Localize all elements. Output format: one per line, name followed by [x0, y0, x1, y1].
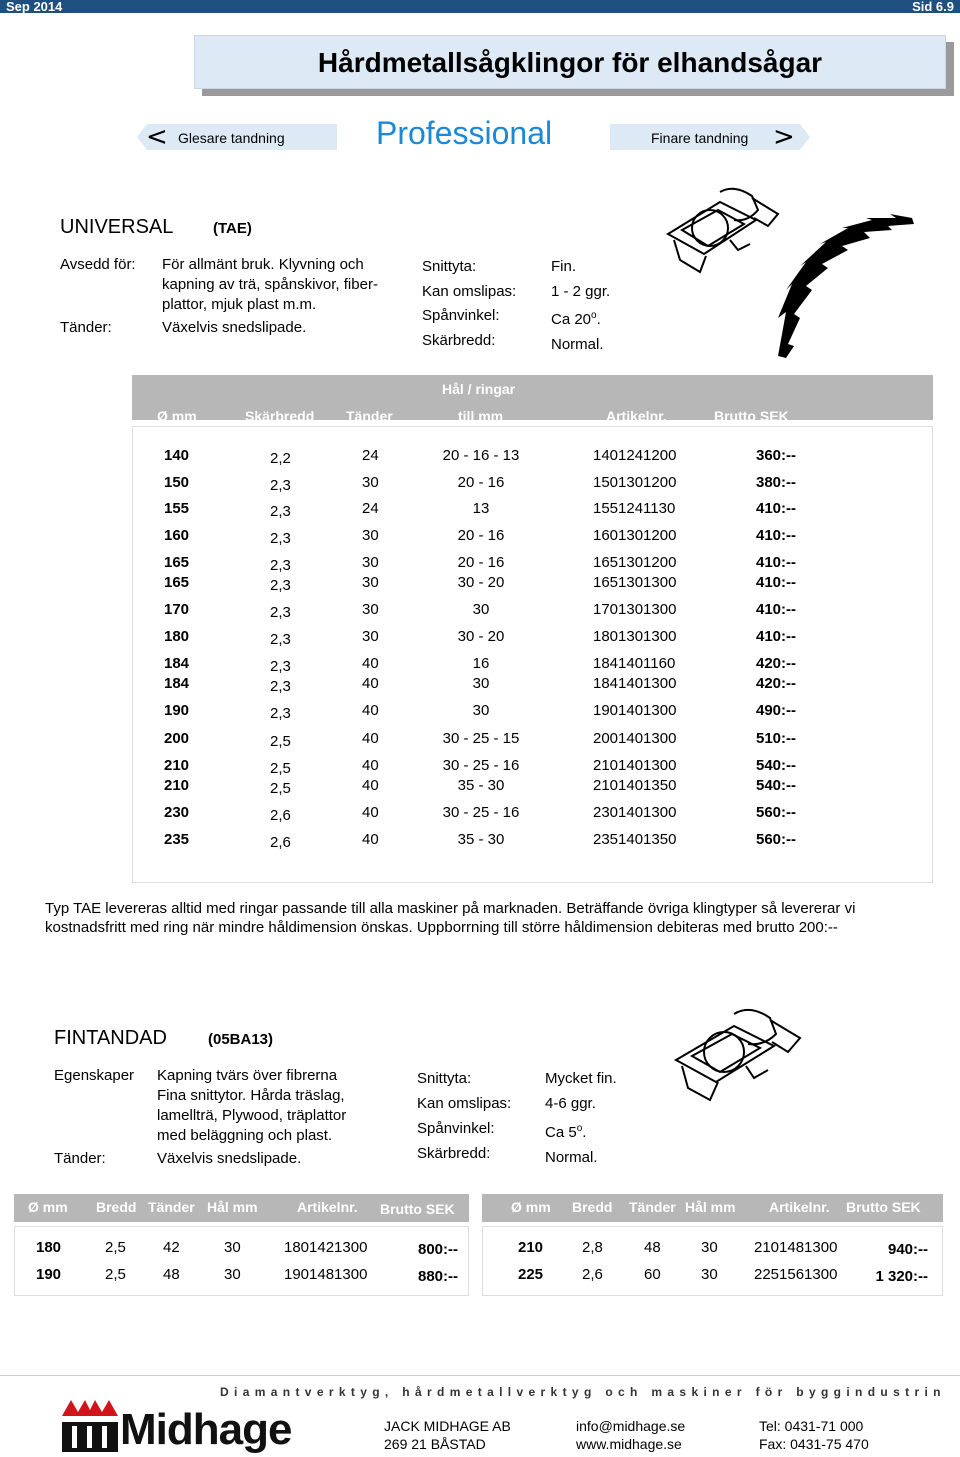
- small-col-diameter: Ø mm: [28, 1199, 68, 1215]
- small-bore-cell: 30: [224, 1266, 241, 1283]
- spec-value: 1 - 2 ggr.: [551, 282, 611, 300]
- phone-number: Tel: 0431-71 000: [759, 1418, 864, 1434]
- teeth-cell: 30: [362, 527, 379, 544]
- spec-label: Skärbredd:: [422, 331, 496, 349]
- diameter-cell: 210: [164, 777, 190, 794]
- small-article-cell: 2101481300: [754, 1239, 838, 1256]
- property-line: Kapning tvärs över fibrerna: [157, 1067, 338, 1084]
- midhage-logo-icon: [62, 1400, 118, 1452]
- bore-cell: 30 - 25 - 16: [442, 757, 520, 774]
- col-bore-line2: till mm: [458, 408, 504, 424]
- small-price-cell: 940:--: [887, 1241, 928, 1258]
- saw-blade-teeth-icon: [778, 214, 914, 358]
- small-col-teeth: Tänder: [629, 1199, 676, 1215]
- properties-label: Egenskaper: [54, 1067, 135, 1084]
- fin-spec-labels: [417, 1066, 511, 1166]
- kerf-cell: 2,6: [270, 834, 291, 851]
- diameter-cell: 184: [164, 675, 190, 692]
- diameter-cell: 200: [164, 730, 190, 747]
- small-col-bore: Hål mm: [207, 1199, 258, 1215]
- kerf-cell: 2,3: [270, 530, 291, 547]
- fintandad-title: FINTANDAD: [54, 1027, 167, 1049]
- price-cell: 410:--: [756, 628, 797, 645]
- price-cell: 540:--: [756, 757, 797, 774]
- footer-phone: [759, 1417, 869, 1453]
- article-cell: 1401241200: [593, 447, 677, 464]
- bore-cell: 30 - 25 - 15: [442, 730, 520, 747]
- price-cell: 410:--: [756, 500, 797, 517]
- small-article-cell: 1801421300: [284, 1239, 368, 1256]
- small-col-price: Brutto SEK: [846, 1199, 921, 1215]
- small-teeth-cell: 48: [644, 1239, 661, 1256]
- kerf-cell: 2,2: [270, 450, 291, 467]
- bore-cell: 20 - 16 - 13: [442, 447, 520, 464]
- small-col-bore: Hål mm: [685, 1199, 736, 1215]
- diameter-cell: 184: [164, 655, 190, 672]
- small-teeth-cell: 48: [163, 1266, 180, 1283]
- col-diameter: Ø mm: [157, 408, 197, 424]
- article-cell: 1841401160: [593, 655, 676, 672]
- col-price: Brutto SEK: [714, 408, 789, 424]
- small-width-cell: 2,6: [582, 1266, 603, 1283]
- footer-tagline: Diamantverktyg, hårdmetallverktyg och maskiner för byggindustrin: [220, 1385, 946, 1399]
- teeth-cell: 40: [362, 757, 379, 774]
- teeth-cell: 40: [362, 702, 379, 719]
- price-cell: 420:--: [756, 675, 797, 692]
- small-width-cell: 2,8: [582, 1239, 603, 1256]
- price-cell: 380:--: [756, 474, 797, 491]
- property-line: Fina snittytor. Hårda träslag,: [157, 1087, 345, 1104]
- fintandad-code: (05BA13): [208, 1031, 274, 1048]
- bore-cell: 13: [472, 500, 490, 517]
- small-price-cell: 800:--: [418, 1241, 459, 1258]
- ring-note: Typ TAE levereras alltid med ringar passande till alla maskiner på marknaden. Beträffande övriga klingtyper så levererar vi kostnadsfritt med ring när mindre håldimension önskas. Uppborrning till större håldimension debiteras med brutto 200:--: [45, 900, 856, 936]
- diameter-cell: 190: [164, 702, 190, 719]
- kerf-cell: 2,3: [270, 705, 291, 722]
- small-col-teeth: Tänder: [148, 1199, 195, 1215]
- use-line: plattor, mjuk plast m.m.: [162, 296, 317, 313]
- use-text: [162, 255, 378, 315]
- teeth-cell: 30: [362, 601, 379, 618]
- small-diameter-cell: 180: [36, 1239, 62, 1256]
- spec-label: Spånvinkel:: [422, 307, 500, 324]
- article-cell: 1501301200: [593, 474, 677, 491]
- chevron-right-icon: >: [773, 122, 795, 152]
- bore-cell: 35 - 30: [457, 831, 505, 848]
- use-line: För allmänt bruk. Klyvning och: [162, 256, 364, 273]
- midhage-logo-text: Midhage: [120, 1405, 292, 1454]
- col-bore-line1: Hål / ringar: [442, 381, 516, 397]
- small-col-price: Brutto SEK: [380, 1201, 455, 1217]
- diameter-cell: 155: [164, 500, 190, 517]
- diameter-cell: 235: [164, 831, 190, 848]
- bore-cell: 35 - 30: [457, 777, 505, 794]
- spec-value: Fin.: [551, 258, 577, 275]
- kerf-cell: 2,3: [270, 503, 291, 520]
- small-diameter-cell: 190: [36, 1266, 62, 1283]
- price-cell: 540:--: [756, 777, 797, 794]
- article-cell: 2101401300: [593, 757, 677, 774]
- teeth-cell: 40: [362, 777, 379, 794]
- teeth-cell: 40: [362, 675, 379, 692]
- fin-spec-values: [545, 1066, 617, 1170]
- top-bar: [0, 0, 960, 13]
- spec-value: Normal.: [551, 335, 604, 353]
- bore-cell: 16: [472, 655, 490, 672]
- bore-cell: 30: [472, 702, 490, 719]
- property-line: lamellträ, Plywood, träplattor: [157, 1107, 347, 1124]
- diameter-cell: 210: [164, 757, 190, 774]
- diameter-cell: 150: [164, 474, 190, 491]
- kerf-cell: 2,5: [270, 780, 291, 797]
- article-cell: 2101401350: [593, 777, 677, 794]
- article-cell: 1701301300: [593, 601, 677, 618]
- bore-cell: 20 - 16: [457, 554, 505, 571]
- spec-value: Ca 20$^o$.: [551, 310, 601, 328]
- price-cell: 490:--: [756, 702, 797, 719]
- teeth-cell: 24: [362, 447, 379, 464]
- diameter-cell: 160: [164, 527, 190, 544]
- professional-heading: Professional: [376, 115, 553, 151]
- teeth-cell: 40: [362, 804, 379, 821]
- company-address: 269 21 BÅSTAD: [384, 1436, 486, 1452]
- diameter-cell: 180: [164, 628, 190, 645]
- universal-code: (TAE): [213, 220, 252, 237]
- spec-label: Kan omslipas:: [417, 1095, 512, 1112]
- small-price-cell: 880:--: [418, 1268, 459, 1285]
- company-name: JACK MIDHAGE AB: [384, 1418, 511, 1434]
- teeth-cell: 24: [362, 500, 379, 517]
- small-col-width: Bredd: [96, 1199, 137, 1215]
- teeth-cell: 30: [362, 574, 379, 591]
- spec-values: [551, 255, 610, 357]
- kerf-cell: 2,3: [270, 477, 291, 494]
- teeth-cell: 40: [362, 730, 379, 747]
- fin-teeth-value: Växelvis snedslipade.: [157, 1150, 302, 1167]
- small-diameter-cell: 210: [518, 1239, 544, 1256]
- article-cell: 2001401300: [593, 730, 677, 747]
- kerf-cell: 2,3: [270, 604, 291, 621]
- spec-value: Normal.: [545, 1149, 598, 1166]
- circular-saw-icon: [660, 180, 920, 360]
- footer-divider: [0, 1375, 960, 1376]
- coarser-teeth-label: Glesare tandning: [178, 130, 285, 146]
- spec-labels: [422, 255, 516, 353]
- kerf-cell: 2,5: [270, 760, 291, 777]
- small-article-cell: 1901481300: [284, 1266, 368, 1283]
- spec-label: Snittyta:: [422, 258, 477, 275]
- article-cell: 1801301300: [593, 628, 677, 645]
- diameter-cell: 165: [164, 574, 190, 591]
- finer-teeth-label: Finare tandning: [651, 130, 749, 146]
- teeth-cell: 30: [362, 554, 379, 571]
- price-cell: 560:--: [756, 804, 797, 821]
- bore-cell: 30 - 20: [457, 628, 505, 645]
- small-col-width: Bredd: [572, 1199, 613, 1215]
- teeth-value: Växelvis snedslipade.: [162, 319, 307, 336]
- spec-label: Spånvinkel:: [417, 1120, 495, 1137]
- chevron-left-icon: <: [146, 122, 168, 152]
- spec-value: Ca 5$^o$.: [545, 1123, 587, 1141]
- small-teeth-cell: 60: [644, 1266, 661, 1283]
- footer-contact: [576, 1417, 685, 1453]
- small-bore-cell: 30: [701, 1239, 718, 1256]
- bore-cell: 30 - 20: [457, 574, 505, 591]
- small-width-cell: 2,5: [105, 1239, 126, 1256]
- kerf-cell: 2,3: [270, 577, 291, 594]
- small-col-diameter: Ø mm: [511, 1199, 551, 1215]
- small-col-article: Artikelnr.: [297, 1199, 358, 1215]
- bore-cell: 20 - 16: [457, 527, 505, 544]
- small-article-cell: 2251561300: [754, 1266, 838, 1283]
- properties-text: [157, 1066, 346, 1146]
- small-price-cell: 1 320:--: [875, 1268, 928, 1285]
- small-table-2-body: [482, 1226, 943, 1296]
- article-cell: 1651301200: [593, 554, 677, 571]
- spec-label: Snittyta:: [417, 1070, 472, 1087]
- diameter-cell: 165: [164, 554, 190, 571]
- article-cell: 1901401300: [593, 702, 677, 719]
- spec-label: Skärbredd:: [417, 1145, 491, 1162]
- diameter-cell: 170: [164, 601, 190, 618]
- kerf-cell: 2,3: [270, 658, 291, 675]
- diameter-cell: 140: [164, 447, 190, 464]
- website-link[interactable]: www.midhage.se: [576, 1436, 682, 1452]
- article-cell: 2301401300: [593, 804, 677, 821]
- small-diameter-cell: 225: [518, 1266, 544, 1283]
- small-width-cell: 2,5: [105, 1266, 126, 1283]
- fax-number: Fax: 0431-75 470: [759, 1436, 869, 1452]
- kerf-cell: 2,6: [270, 807, 291, 824]
- fin-teeth-label: Tänder:: [54, 1150, 106, 1167]
- header-date: Sep 2014: [6, 0, 63, 14]
- article-cell: 1551241130: [593, 500, 676, 517]
- price-cell: 410:--: [756, 601, 797, 618]
- bore-cell: 20 - 16: [457, 474, 505, 491]
- bore-cell: 30: [472, 675, 490, 692]
- price-cell: 410:--: [756, 574, 797, 591]
- small-bore-cell: 30: [701, 1266, 718, 1283]
- article-cell: 1841401300: [593, 675, 677, 692]
- bore-cell: 30 - 25 - 16: [442, 804, 520, 821]
- small-col-article: Artikelnr.: [769, 1199, 830, 1215]
- kerf-cell: 2,3: [270, 631, 291, 648]
- price-cell: 510:--: [756, 730, 797, 747]
- col-kerf: Skärbredd: [245, 408, 315, 424]
- kerf-cell: 2,3: [270, 557, 291, 574]
- bore-cell: 30: [472, 601, 490, 618]
- teeth-cell: 40: [362, 831, 379, 848]
- price-cell: 560:--: [756, 831, 797, 848]
- page-title: Hårdmetallsågklingor för elhandsågar: [317, 47, 823, 78]
- universal-title: UNIVERSAL: [60, 216, 174, 238]
- article-cell: 2351401350: [593, 831, 677, 848]
- email-link[interactable]: info@midhage.se: [576, 1418, 686, 1434]
- kerf-cell: 2,3: [270, 678, 291, 695]
- small-teeth-cell: 42: [163, 1239, 180, 1256]
- spec-value: 4-6 ggr.: [545, 1095, 596, 1112]
- price-cell: 360:--: [756, 447, 797, 464]
- small-bore-cell: 30: [224, 1239, 241, 1256]
- spec-label: Kan omslipas:: [422, 282, 517, 300]
- teeth-cell: 30: [362, 474, 379, 491]
- footer-company: [384, 1417, 511, 1453]
- teeth-cell: 30: [362, 628, 379, 645]
- spec-value: Mycket fin.: [545, 1070, 617, 1087]
- price-cell: 410:--: [756, 554, 797, 571]
- circular-saw-small-icon: [670, 1000, 850, 1110]
- col-article: Artikelnr.: [606, 408, 667, 424]
- property-line: med beläggning och plast.: [157, 1127, 333, 1144]
- kerf-cell: 2,5: [270, 733, 291, 750]
- article-cell: 1601301200: [593, 527, 677, 544]
- price-cell: 420:--: [756, 655, 797, 672]
- small-table-1-body: [14, 1226, 469, 1296]
- diameter-cell: 230: [164, 804, 190, 821]
- col-teeth: Tänder: [346, 408, 393, 424]
- price-cell: 410:--: [756, 527, 797, 544]
- header-page: Sid 6.9: [912, 0, 954, 14]
- use-line: kapning av trä, spånskivor, fiber-: [162, 276, 378, 293]
- teeth-cell: 40: [362, 655, 379, 672]
- article-cell: 1651301300: [593, 574, 677, 591]
- use-label: Avsedd för:: [60, 256, 136, 273]
- teeth-label: Tänder:: [60, 319, 112, 336]
